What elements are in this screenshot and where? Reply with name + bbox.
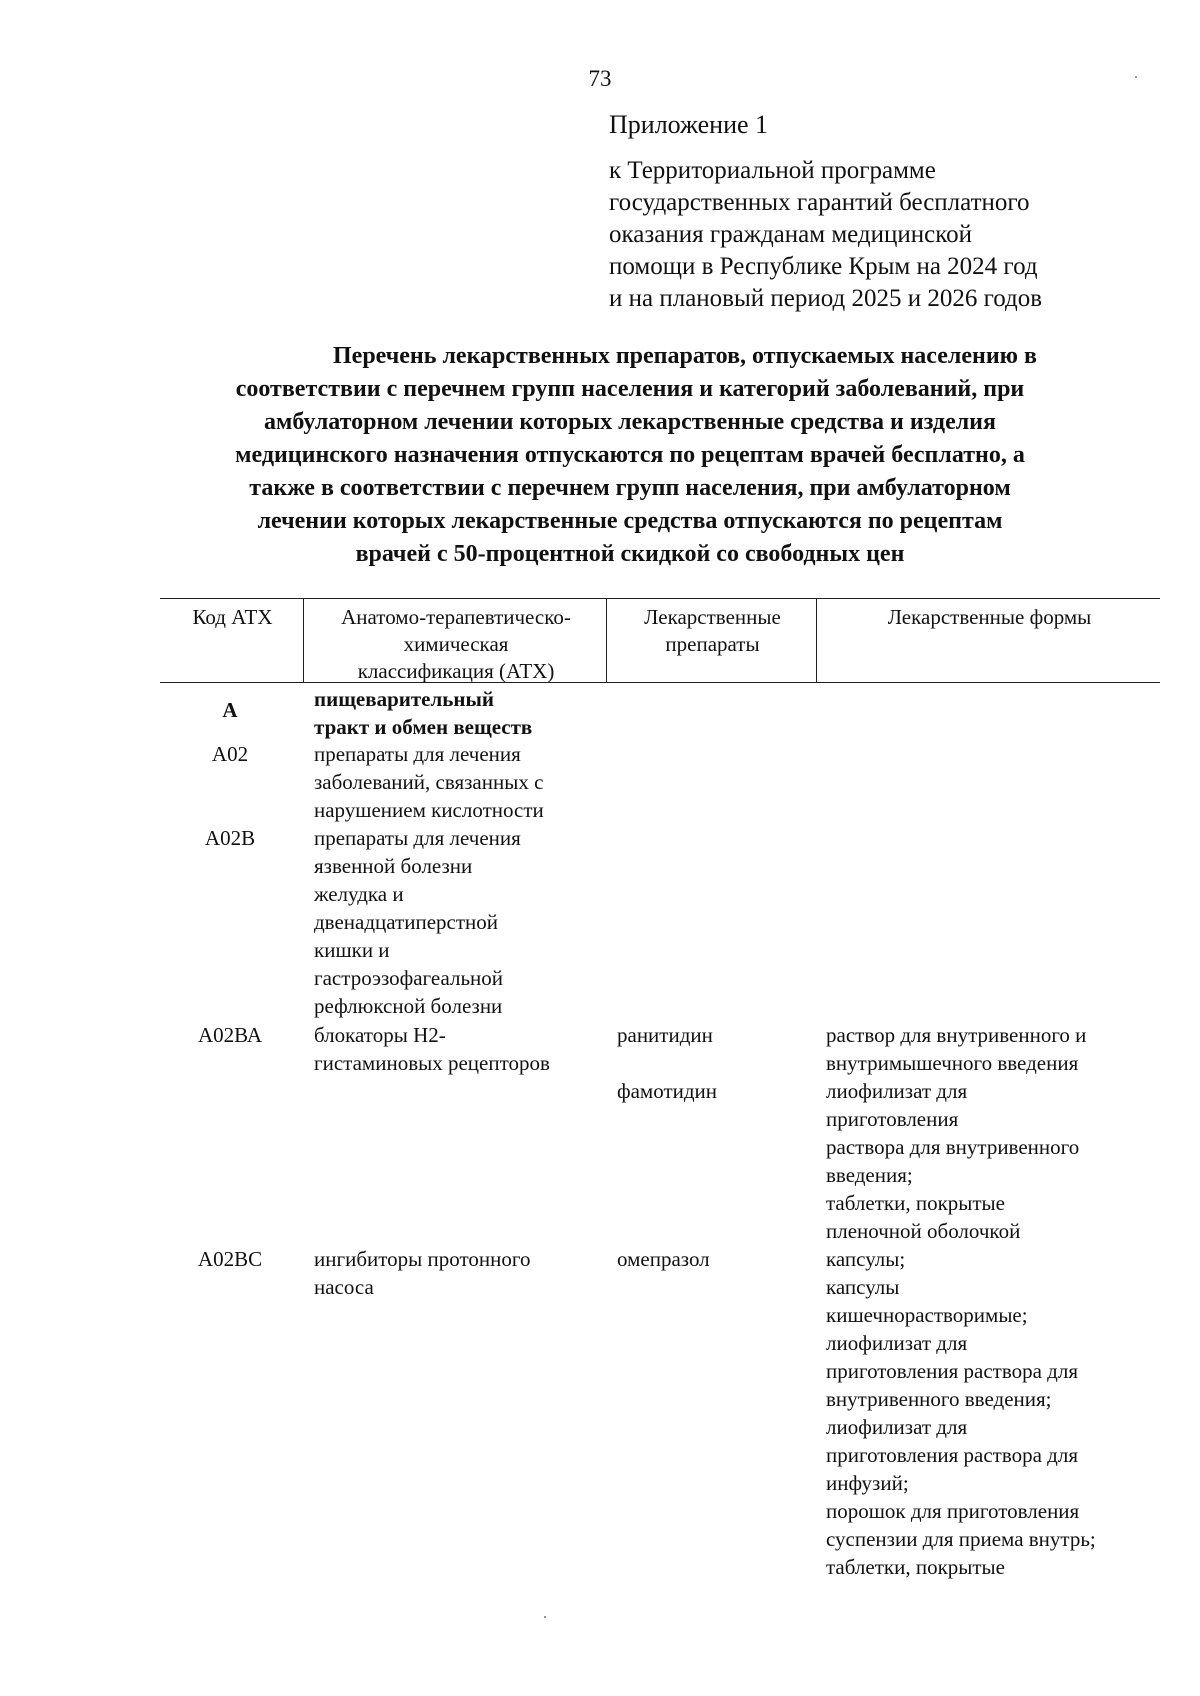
row-code: А02В xyxy=(204,826,256,850)
title-line: Перечень лекарственных препаратов, отпускаемых населению в xyxy=(333,343,1037,369)
row-drug: омепразол xyxy=(617,1247,710,1271)
title-line: лечении которых лекарственные средства отпускаются по рецептам xyxy=(257,508,1003,534)
appendix-subtitle xyxy=(609,155,1042,315)
appendix-subtitle-line: оказания гражданам медицинской xyxy=(609,221,973,248)
scan-speck xyxy=(544,1616,546,1618)
header-atc: Анатомо-терапевтическо- химическая классификация (АТХ) xyxy=(341,605,571,683)
title-line: амбулаторном лечении которых лекарственные средства и изделия xyxy=(263,409,996,435)
row-atc: ингибиторы протонного насоса xyxy=(314,1247,531,1299)
row-drug: ранитидин xyxy=(617,1023,713,1047)
header-forms: Лекарственные формы xyxy=(887,605,1092,629)
title-line: медицинского назначения отпускаются по рецептам врачей бесплатно, а xyxy=(235,442,1025,468)
appendix-subtitle-line: к Территориальной программе xyxy=(609,157,936,184)
row-atc: пищеварительный тракт и обмен веществ xyxy=(314,687,533,739)
page-number: 73 xyxy=(588,66,612,91)
row-atc: блокаторы Н2- гистаминовых рецепторов xyxy=(314,1023,550,1075)
table-column-divider xyxy=(816,598,817,682)
row-atc: препараты для лечения язвенной болезни желудка и двенадцатиперстной кишки и гастроэзофагеальной рефлюксной болезни xyxy=(314,826,521,1018)
title-line: соответствии с перечнем групп населения и категорий заболеваний, при xyxy=(235,376,1025,402)
row-drug: фамотидин xyxy=(617,1079,718,1103)
header-drugs: Лекарственные препараты xyxy=(644,605,781,656)
row-atc: препараты для лечения заболеваний, связанных с нарушением кислотности xyxy=(314,742,544,822)
row-forms: капсулы; капсулы кишечнорастворимые; лиофилизат для приготовления раствора для внутривенного введения; лиофилизат для приготовления раствора для инфузий; порошок для приготовления суспензии для приема внутрь; таблетки, покрытые xyxy=(826,1247,1096,1579)
row-code: А02ВА xyxy=(197,1023,262,1047)
scan-speck xyxy=(1135,76,1137,78)
row-code: А02ВС xyxy=(197,1247,263,1271)
title-line: врачей с 50-процентной скидкой со свободных цен xyxy=(355,541,905,567)
row-forms: раствор для внутривенного и внутримышечного введения xyxy=(826,1023,1087,1075)
row-code: А02 xyxy=(211,742,249,766)
table-column-divider xyxy=(303,598,304,682)
row-code: А xyxy=(222,698,238,722)
title-line: также в соответствии с перечнем групп населения, при амбулаторном xyxy=(249,475,1011,501)
row-forms: лиофилизат для приготовления раствора для внутривенного введения; таблетки, покрытые пленочной оболочкой xyxy=(826,1079,1080,1243)
table-top-border xyxy=(160,598,1160,599)
appendix-subtitle-line: и на плановый период 2025 и 2026 годов xyxy=(609,285,1043,312)
appendix-subtitle-line: помощи в Республике Крым на 2024 год xyxy=(609,253,1038,280)
document-title xyxy=(150,340,1110,571)
appendix-subtitle-line: государственных гарантий бесплатного xyxy=(609,189,1030,216)
appendix-title: Приложение 1 xyxy=(609,110,769,139)
header-code: Код АТХ xyxy=(192,605,273,629)
table-column-divider xyxy=(606,598,607,682)
